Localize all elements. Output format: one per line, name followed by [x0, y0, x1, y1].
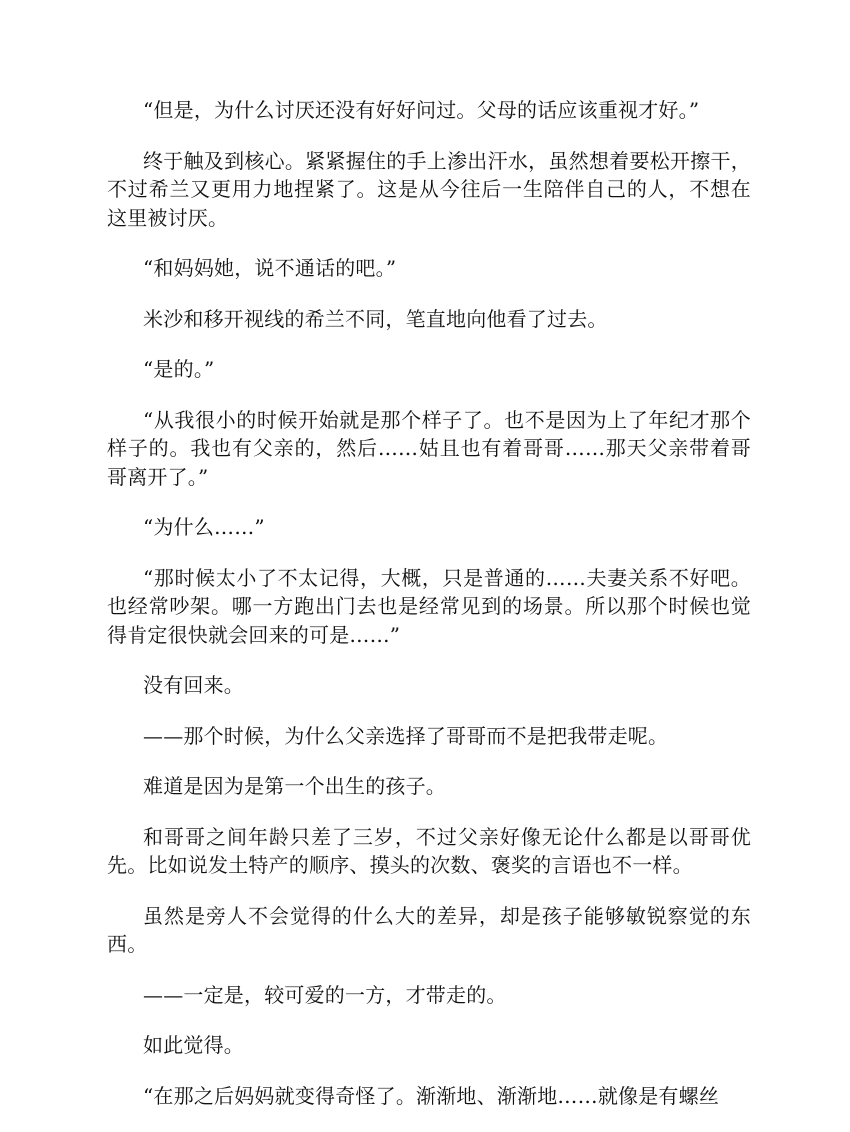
paragraph: “和妈妈她，说不通话的吧。”	[143, 256, 397, 280]
paragraph: 终于触及到核心。紧紧握住的手上渗出汗水，虽然想着要松开擦干，不过希兰又更用力地捏紧了。这是从今往后一生陪伴自己的人，不想在这里被讨厌。	[107, 148, 751, 230]
document-body	[107, 96, 751, 1132]
paragraph: ——那个时候，为什么父亲选择了哥哥而不是把我带走呢。	[143, 723, 669, 748]
paragraph: ——一定是，较可爱的一方，才带走的。	[143, 982, 507, 1007]
paragraph: 难道是因为是第一个出生的孩子。	[143, 774, 446, 798]
paragraph: 米沙和移开视线的希兰不同，笔直地向他看了过去。	[143, 306, 608, 331]
paragraph: 如此觉得。	[143, 1033, 244, 1057]
paragraph: 虽然是旁人不会觉得的什么大的差异，却是孩子能够敏锐察觉的东西。	[107, 903, 751, 956]
paragraph: “那时候太小了不太记得，大概，只是普通的……夫妻关系不好吧。也经常吵架。哪一方跑出门去也是经常见到的场景。所以那个时候也觉得肯定很快就会回来的可是……”	[107, 565, 751, 647]
paragraph: “从我很小的时候开始就是那个样子了。也不是因为上了年纪才那个样子的。我也有父亲的，然后……姑且也有着哥哥……那天父亲带着哥哥离开了。”	[107, 407, 751, 489]
paragraph: “是的。”	[143, 357, 215, 381]
paragraph: “在那之后妈妈就变得奇怪了。渐渐地、渐渐地……就像是有螺丝	[143, 1083, 720, 1108]
paragraph: “但是，为什么讨厌还没有好好问过。父母的话应该重视才好。”	[143, 98, 700, 122]
paragraph: 没有回来。	[143, 673, 244, 697]
paragraph: 和哥哥之间年龄只差了三岁，不过父亲好像无论什么都是以哥哥优先。比如说发土特产的顺序、摸头的次数、褒奖的言语也不一样。	[107, 824, 751, 877]
paragraph: “为什么……”	[143, 515, 265, 539]
